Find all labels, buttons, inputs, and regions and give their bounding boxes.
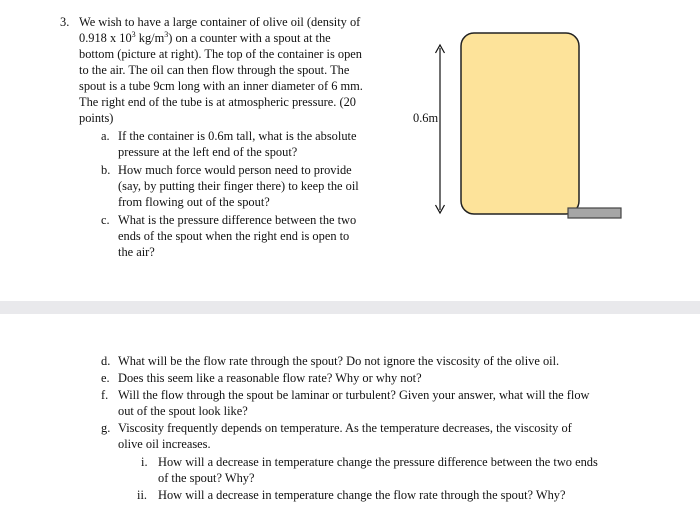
part-label: f. [101,388,109,402]
intro-line-7: points) [79,111,114,125]
height-dimension-arrow [436,45,445,213]
subpart-text-line: of the spout? Why? [158,471,255,485]
part-label: c. [101,213,110,227]
part-label: e. [101,371,110,385]
part-text-line: Does this seem like a reasonable flow rate? Why or why not? [118,371,422,385]
part-label: a. [101,129,110,143]
part-text-line: Will the flow through the spout be laminar or turbulent? Given your answer, what will the flow [118,388,590,402]
part-text-line: ends of the spout when the right end is open to [118,229,350,243]
part-text-line: Viscosity frequently depends on temperature. As the temperature decreases, the viscosity of [118,421,572,435]
subpart-label: i. [141,455,148,469]
intro-line-6: The right end of the tube is at atmospheric pressure. (20 [79,95,356,109]
part-text-line: (say, by putting their finger there) to keep the oil [118,179,359,193]
part-text-line: What will be the flow rate through the spout? Do not ignore the viscosity of the olive oil. [118,354,560,368]
spout-tube [568,208,621,218]
intro-line-5: spout is a tube 9cm long with an inner diameter of 6 mm. [79,79,363,93]
subpart-label: ii. [137,488,147,502]
part-text-line: the air? [118,245,155,259]
subpart-text-line: How will a decrease in temperature change the flow rate through the spout? Why? [158,488,566,502]
part-label: g. [101,421,111,435]
intro-line-3: bottom (picture at right). The top of the container is open [79,47,362,61]
part-text-line: olive oil increases. [118,437,211,451]
subpart-text-line: How will a decrease in temperature change the pressure difference between the two ends [158,455,598,469]
height-label: 0.6m [413,111,439,125]
part-label: d. [101,354,111,368]
part-text-line: from flowing out of the spout? [118,195,270,209]
intro-line-4: to the air. The oil can then flow through the spout. The [79,63,350,77]
part-text-line: pressure at the left end of the spout? [118,145,298,159]
part-text-line: If the container is 0.6m tall, what is the absolute [118,129,357,143]
intro-line-2: 0.918 x $10^3$ $kg/m^3$) on a counter with a spout at the [79,30,331,45]
part-text-line: What is the pressure difference between the two [118,213,357,227]
part-text-line: out of the spout look like? [118,404,248,418]
document-page-2 [0,314,700,518]
oil-container [461,33,579,214]
part-text-line: How much force would person need to provide [118,163,352,177]
intro-line-1: We wish to have a large container of olive oil (density of [79,15,361,29]
problem-number: 3. [60,15,70,29]
part-label: b. [101,163,111,177]
